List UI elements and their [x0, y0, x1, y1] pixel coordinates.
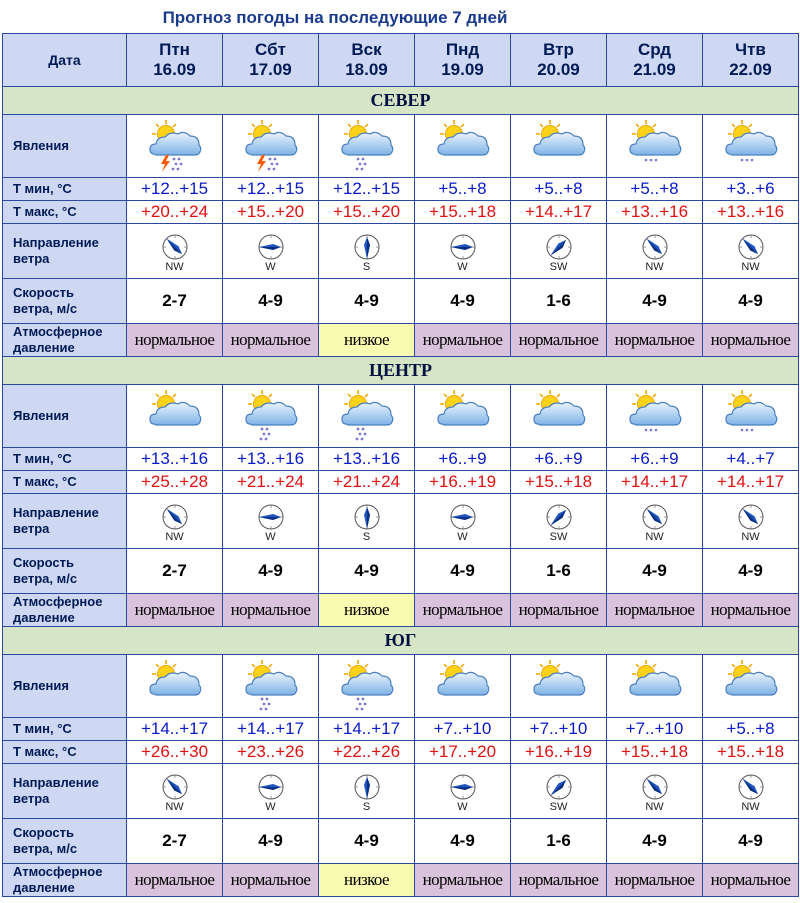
wind-direction-icon: [257, 503, 285, 531]
wind-direction-icon: [161, 233, 189, 261]
phenomena-cell: [703, 115, 799, 178]
tmin-cell: +7..+10: [415, 718, 511, 741]
phenomena-cell: [511, 385, 607, 448]
date-label: Дата: [3, 34, 127, 87]
tmin-label: [3, 448, 127, 471]
date-header-row: [3, 34, 799, 87]
wind-direction-icon: [449, 233, 477, 261]
cloudy-icon: [432, 118, 494, 174]
wind-speed-cell: 1-6: [511, 549, 607, 594]
wind-direction-label: [3, 764, 127, 819]
tmin-cell: +12..+15: [223, 178, 319, 201]
phenomena-label: [3, 385, 127, 448]
wind-direction-cell: [415, 764, 511, 819]
phenomena-cell: [319, 655, 415, 718]
tmin-cell: +5..+8: [415, 178, 511, 201]
phenomena-cell: [223, 385, 319, 448]
wind-direction-icon: [257, 233, 285, 261]
phenomena-cell: [223, 655, 319, 718]
pressure-cell: нормальное: [415, 594, 511, 627]
wind-direction-cell: [415, 224, 511, 279]
pressure-label-line: Атмосферное: [13, 324, 103, 339]
wind-direction-cell: [127, 494, 223, 549]
day-date: 17.09: [249, 60, 292, 79]
forecast-table: [2, 33, 799, 897]
wind-speed-label-line: Скорость: [13, 825, 74, 840]
wind-speed-cell: 4-9: [319, 819, 415, 864]
wind-direction-cell: [703, 764, 799, 819]
pressure-label: [3, 594, 127, 627]
cloudy-icon: [432, 388, 494, 444]
light-rain-icon: [720, 118, 782, 174]
tmax-row: [3, 201, 799, 224]
wind-direction-text: SW: [549, 530, 568, 543]
day-date: 21.09: [633, 60, 676, 79]
phenomena-cell: [703, 385, 799, 448]
pressure-cell: нормальное: [415, 324, 511, 357]
wind-speed-label: [3, 279, 127, 324]
tmax-cell: +13..+16: [703, 201, 799, 224]
day-header: [127, 34, 223, 87]
wind-speed-label-line: ветра, м/с: [13, 301, 78, 316]
tmax-cell: +25..+28: [127, 471, 223, 494]
phenomena-cell: [415, 115, 511, 178]
tmin-label-line: Т мин, °C: [13, 181, 72, 196]
wind-speed-label-line: ветра, м/с: [13, 571, 78, 586]
region-title: СЕВЕР: [3, 87, 799, 115]
wind-speed-cell: 4-9: [703, 279, 799, 324]
pressure-label: [3, 324, 127, 357]
cloudy-icon: [528, 658, 590, 714]
phenomena-label: [3, 655, 127, 718]
wind-direction-label-line: ветра: [13, 521, 50, 536]
tmax-cell: +14..+17: [607, 471, 703, 494]
wind-direction-text: S: [362, 800, 371, 813]
wind-direction-text: W: [457, 530, 468, 543]
wind-direction-row: [3, 224, 799, 279]
tmax-label: [3, 201, 127, 224]
thunder-rain-icon: [144, 118, 206, 174]
wind-direction-cell: [415, 494, 511, 549]
wind-direction-text: SW: [549, 260, 568, 273]
wind-direction-cell: [607, 224, 703, 279]
page-title: Прогноз погоды на последующие 7 дней: [162, 8, 508, 27]
wind-direction-text: NW: [645, 260, 664, 273]
cloudy-icon: [528, 388, 590, 444]
pressure-cell: нормальное: [127, 864, 223, 897]
wind-speed-cell: 4-9: [223, 279, 319, 324]
cloudy-icon: [624, 658, 686, 714]
pressure-cell: нормальное: [703, 594, 799, 627]
phenomena-cell: [607, 655, 703, 718]
day-name: Вск: [351, 40, 382, 59]
wind-speed-label: [3, 819, 127, 864]
tmin-cell: +13..+16: [127, 448, 223, 471]
phenomena-cell: [127, 115, 223, 178]
wind-direction-cell: [703, 224, 799, 279]
phenomena-label-line: Явления: [13, 408, 69, 423]
region-title: ЦЕНТР: [3, 357, 799, 385]
wind-speed-cell: 4-9: [223, 549, 319, 594]
region-header-row: [3, 87, 799, 115]
region-header-row: [3, 357, 799, 385]
tmax-label-line: Т макс, °C: [13, 204, 77, 219]
wind-speed-row: [3, 819, 799, 864]
wind-direction-text: NW: [645, 530, 664, 543]
day-header: [607, 34, 703, 87]
wind-direction-icon: [737, 233, 765, 261]
tmin-label: [3, 178, 127, 201]
day-name: Втр: [543, 40, 574, 59]
phenomena-cell: [607, 385, 703, 448]
region-title: ЮГ: [3, 627, 799, 655]
tmax-cell: +26..+30: [127, 741, 223, 764]
tmin-row: [3, 718, 799, 741]
tmin-cell: +3..+6: [703, 178, 799, 201]
wind-direction-text: S: [362, 530, 371, 543]
region-header-row: [3, 627, 799, 655]
wind-direction-icon: [257, 773, 285, 801]
day-name: Птн: [159, 40, 190, 59]
pressure-cell: низкое: [319, 864, 415, 897]
pressure-cell: нормальное: [223, 864, 319, 897]
phenomena-cell: [127, 385, 223, 448]
day-date: 18.09: [345, 60, 388, 79]
tmax-cell: +15..+20: [223, 201, 319, 224]
pressure-label-line: Атмосферное: [13, 864, 103, 879]
tmin-label: [3, 718, 127, 741]
tmax-label-line: Т макс, °C: [13, 474, 77, 489]
tmax-cell: +14..+17: [511, 201, 607, 224]
day-header: [703, 34, 799, 87]
tmax-cell: +15..+18: [415, 201, 511, 224]
day-date: 19.09: [441, 60, 484, 79]
pressure-cell: нормальное: [607, 864, 703, 897]
wind-direction-icon: [737, 503, 765, 531]
tmin-cell: +5..+8: [607, 178, 703, 201]
cloudy-icon: [528, 118, 590, 174]
wind-direction-text: W: [265, 530, 276, 543]
phenomena-cell: [319, 115, 415, 178]
wind-direction-text: NW: [741, 800, 760, 813]
pressure-cell: нормальное: [223, 594, 319, 627]
wind-speed-cell: 4-9: [415, 549, 511, 594]
tmax-label: [3, 741, 127, 764]
tmin-cell: +14..+17: [127, 718, 223, 741]
wind-speed-cell: 1-6: [511, 279, 607, 324]
phenomena-cell: [703, 655, 799, 718]
light-rain-icon: [624, 118, 686, 174]
tmin-row: [3, 178, 799, 201]
wind-direction-cell: [511, 764, 607, 819]
wind-speed-cell: 4-9: [319, 279, 415, 324]
pressure-cell: нормальное: [511, 324, 607, 357]
wind-direction-text: NW: [165, 530, 184, 543]
wind-speed-cell: 4-9: [607, 279, 703, 324]
wind-speed-cell: 1-6: [511, 819, 607, 864]
pressure-label-line: Атмосферное: [13, 594, 103, 609]
phenomena-cell: [415, 385, 511, 448]
wind-speed-label-line: Скорость: [13, 285, 74, 300]
day-name: Пнд: [445, 40, 480, 59]
wind-direction-icon: [353, 233, 381, 261]
wind-direction-icon: [353, 773, 381, 801]
tmin-cell: +5..+8: [703, 718, 799, 741]
cloudy-icon: [144, 388, 206, 444]
pressure-cell: низкое: [319, 324, 415, 357]
phenomena-label: [3, 115, 127, 178]
wind-direction-text: S: [362, 260, 371, 273]
day-header: [223, 34, 319, 87]
phenomena-row: [3, 115, 799, 178]
wind-direction-cell: [319, 224, 415, 279]
tmin-cell: +7..+10: [511, 718, 607, 741]
wind-direction-icon: [449, 773, 477, 801]
tmin-row: [3, 448, 799, 471]
tmin-cell: +6..+9: [607, 448, 703, 471]
wind-direction-icon: [545, 503, 573, 531]
tmax-cell: +13..+16: [607, 201, 703, 224]
wind-speed-cell: 4-9: [319, 549, 415, 594]
rain-icon: [336, 658, 398, 714]
wind-speed-cell: 4-9: [703, 549, 799, 594]
tmax-cell: +16..+19: [511, 741, 607, 764]
tmin-label-line: Т мин, °C: [13, 721, 72, 736]
wind-direction-icon: [449, 503, 477, 531]
tmax-label: [3, 471, 127, 494]
wind-direction-cell: [223, 764, 319, 819]
tmin-cell: +6..+9: [415, 448, 511, 471]
pressure-cell: нормальное: [703, 864, 799, 897]
wind-direction-row: [3, 494, 799, 549]
wind-speed-row: [3, 279, 799, 324]
tmax-row: [3, 741, 799, 764]
tmax-cell: +15..+18: [703, 741, 799, 764]
wind-direction-label: [3, 224, 127, 279]
wind-speed-cell: 4-9: [703, 819, 799, 864]
wind-direction-cell: [703, 494, 799, 549]
wind-direction-text: NW: [165, 260, 184, 273]
wind-direction-icon: [545, 233, 573, 261]
tmax-cell: +15..+20: [319, 201, 415, 224]
wind-direction-cell: [319, 764, 415, 819]
pressure-row: [3, 324, 799, 357]
wind-direction-cell: [223, 494, 319, 549]
wind-speed-cell: 2-7: [127, 549, 223, 594]
wind-direction-text: W: [457, 800, 468, 813]
tmax-cell: +23..+26: [223, 741, 319, 764]
day-name: Сбт: [255, 40, 286, 59]
cloudy-icon: [432, 658, 494, 714]
wind-direction-text: NW: [645, 800, 664, 813]
wind-direction-text: SW: [549, 800, 568, 813]
wind-direction-icon: [545, 773, 573, 801]
cloudy-icon: [720, 658, 782, 714]
phenomena-label-line: Явления: [13, 138, 69, 153]
tmin-cell: +5..+8: [511, 178, 607, 201]
tmin-cell: +12..+15: [127, 178, 223, 201]
light-rain-icon: [720, 388, 782, 444]
phenomena-cell: [415, 655, 511, 718]
wind-direction-label-line: Направление: [13, 775, 99, 790]
tmin-cell: +13..+16: [319, 448, 415, 471]
phenomena-cell: [511, 655, 607, 718]
pressure-cell: нормальное: [607, 324, 703, 357]
wind-direction-cell: [511, 224, 607, 279]
wind-speed-row: [3, 549, 799, 594]
wind-speed-cell: 4-9: [607, 819, 703, 864]
light-rain-icon: [624, 388, 686, 444]
tmax-cell: +21..+24: [319, 471, 415, 494]
wind-direction-label-line: ветра: [13, 791, 50, 806]
pressure-cell: нормальное: [223, 324, 319, 357]
cloudy-icon: [144, 658, 206, 714]
wind-direction-cell: [127, 224, 223, 279]
wind-direction-icon: [641, 503, 669, 531]
wind-direction-label-line: ветра: [13, 251, 50, 266]
day-date: 20.09: [537, 60, 580, 79]
tmin-cell: +4..+7: [703, 448, 799, 471]
day-header: [319, 34, 415, 87]
tmin-label-line: Т мин, °C: [13, 451, 72, 466]
wind-direction-cell: [319, 494, 415, 549]
tmax-cell: +22..+26: [319, 741, 415, 764]
phenomena-row: [3, 655, 799, 718]
wind-direction-text: W: [265, 800, 276, 813]
day-header: [415, 34, 511, 87]
rain-icon: [336, 118, 398, 174]
rain-icon: [240, 388, 302, 444]
phenomena-row: [3, 385, 799, 448]
pressure-cell: нормальное: [127, 324, 223, 357]
wind-direction-text: W: [457, 260, 468, 273]
tmax-cell: +21..+24: [223, 471, 319, 494]
rain-icon: [336, 388, 398, 444]
pressure-cell: нормальное: [127, 594, 223, 627]
wind-direction-label-line: Направление: [13, 505, 99, 520]
tmax-cell: +16..+19: [415, 471, 511, 494]
wind-speed-cell: 2-7: [127, 819, 223, 864]
pressure-cell: нормальное: [511, 864, 607, 897]
pressure-row: [3, 594, 799, 627]
tmin-cell: +13..+16: [223, 448, 319, 471]
wind-direction-cell: [607, 494, 703, 549]
tmin-cell: +14..+17: [223, 718, 319, 741]
day-header: [511, 34, 607, 87]
wind-speed-label-line: Скорость: [13, 555, 74, 570]
tmax-label-line: Т макс, °C: [13, 744, 77, 759]
wind-direction-label-line: Направление: [13, 235, 99, 250]
wind-speed-label: [3, 549, 127, 594]
footer-note: [2, 898, 798, 903]
pressure-cell: нормальное: [511, 594, 607, 627]
wind-direction-row: [3, 764, 799, 819]
pressure-cell: нормальное: [703, 324, 799, 357]
tmax-cell: +15..+18: [511, 471, 607, 494]
phenomena-cell: [511, 115, 607, 178]
wind-direction-cell: [511, 494, 607, 549]
day-date: 22.09: [729, 60, 772, 79]
tmax-cell: +20..+24: [127, 201, 223, 224]
thunder-rain-icon: [240, 118, 302, 174]
wind-speed-cell: 4-9: [223, 819, 319, 864]
tmin-cell: +6..+9: [511, 448, 607, 471]
tmin-cell: +7..+10: [607, 718, 703, 741]
tmax-cell: +17..+20: [415, 741, 511, 764]
tmin-cell: +12..+15: [319, 178, 415, 201]
wind-direction-cell: [223, 224, 319, 279]
wind-direction-cell: [127, 764, 223, 819]
pressure-label-line: давление: [13, 610, 75, 625]
wind-direction-text: NW: [165, 800, 184, 813]
wind-direction-icon: [641, 233, 669, 261]
wind-direction-icon: [161, 503, 189, 531]
wind-speed-label-line: ветра, м/с: [13, 841, 78, 856]
wind-direction-icon: [161, 773, 189, 801]
wind-direction-label: [3, 494, 127, 549]
day-date: 16.09: [153, 60, 196, 79]
pressure-label-line: давление: [13, 340, 75, 355]
wind-speed-cell: 4-9: [415, 279, 511, 324]
wind-speed-cell: 4-9: [415, 819, 511, 864]
wind-direction-text: NW: [741, 530, 760, 543]
rain-icon: [240, 658, 302, 714]
phenomena-cell: [223, 115, 319, 178]
phenomena-cell: [127, 655, 223, 718]
day-name: Срд: [637, 40, 672, 59]
pressure-label: [3, 864, 127, 897]
tmax-row: [3, 471, 799, 494]
wind-speed-cell: 2-7: [127, 279, 223, 324]
wind-direction-icon: [641, 773, 669, 801]
wind-direction-icon: [353, 503, 381, 531]
pressure-cell: нормальное: [607, 594, 703, 627]
wind-direction-icon: [737, 773, 765, 801]
phenomena-label-line: Явления: [13, 678, 69, 693]
day-name: Чтв: [735, 40, 766, 59]
tmax-cell: +15..+18: [607, 741, 703, 764]
phenomena-cell: [607, 115, 703, 178]
tmax-cell: +14..+17: [703, 471, 799, 494]
tmin-cell: +14..+17: [319, 718, 415, 741]
pressure-cell: нормальное: [415, 864, 511, 897]
pressure-cell: низкое: [319, 594, 415, 627]
wind-speed-cell: 4-9: [607, 549, 703, 594]
wind-direction-cell: [607, 764, 703, 819]
pressure-label-line: давление: [13, 880, 75, 895]
pressure-row: [3, 864, 799, 897]
wind-direction-text: NW: [741, 260, 760, 273]
phenomena-cell: [319, 385, 415, 448]
wind-direction-text: W: [265, 260, 276, 273]
